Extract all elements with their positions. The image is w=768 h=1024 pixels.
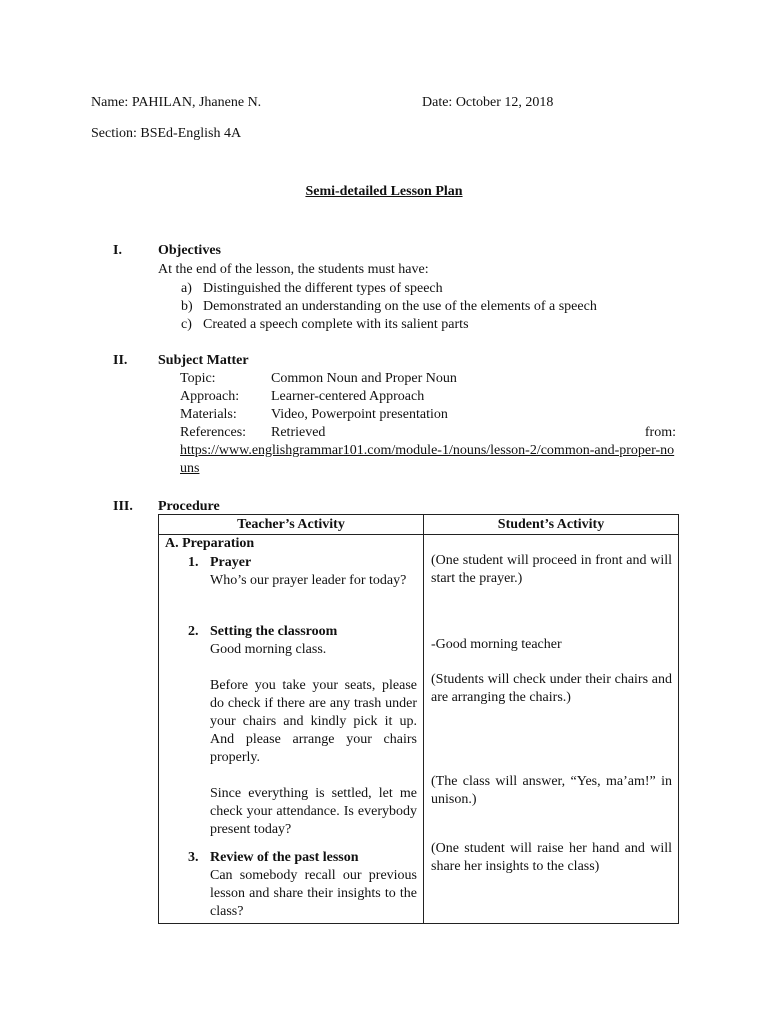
item-title: Prayer (210, 555, 252, 570)
subject-row-references (180, 424, 676, 442)
student-response: (One student will raise her hand and will share her insights to the class) (431, 841, 672, 874)
references-retrieved: Retrieved (271, 425, 326, 440)
item-number: 3. (188, 850, 199, 865)
objective-letter: b) (181, 299, 193, 314)
student-response: (Students will check under their chairs and are arranging the chairs.) (431, 672, 672, 705)
student-name: Name: PAHILAN, Jhanene N. (91, 95, 262, 110)
reference-link[interactable]: https://www.englishgrammar101.com/module-1/nouns/lesson-2/common-and-proper-nouns (180, 443, 675, 476)
lesson-date: Date: October 12, 2018 (422, 95, 554, 110)
teacher-activity-header: Teacher’s Activity (159, 515, 424, 535)
procedure-item-setting (188, 623, 417, 839)
procedure-item-review (188, 849, 417, 921)
item-title: Review of the past lesson (210, 850, 359, 865)
item-number: 2. (188, 624, 199, 639)
objective-text: Demonstrated an understanding on the use of the elements of a speech (203, 299, 597, 314)
objectives-heading: Objectives (158, 243, 221, 258)
teacher-line: Before you take your seats, please do check if there are any trash under your chairs and kindly pick it up. And please arrange your chairs properly. (210, 678, 417, 765)
section-numeral-procedure: III. (113, 499, 133, 514)
student-response: (The class will answer, “Yes, ma’am!” in unison.) (431, 774, 672, 807)
references-from: from: (644, 425, 676, 440)
teacher-line: Since everything is settled, let me check your attendance. Is everybody present today? (210, 786, 417, 837)
section-numeral-objectives: I. (113, 243, 122, 258)
subject-label: Topic: (180, 371, 216, 386)
references-label: References: (180, 425, 247, 440)
procedure-table (158, 514, 679, 924)
subject-value: Learner-centered Approach (271, 389, 425, 404)
teacher-line: Who’s our prayer leader for today? (210, 573, 407, 588)
objectives-intro: At the end of the lesson, the students must have: (158, 262, 429, 277)
subject-row-materials (180, 406, 676, 424)
teacher-line: Good morning class. (210, 642, 327, 657)
student-activity-cell (424, 535, 679, 924)
subject-value: Common Noun and Proper Noun (271, 371, 457, 386)
procedure-item-prayer (188, 554, 417, 590)
part-a-heading: A. Preparation (165, 536, 255, 551)
subject-matter-heading: Subject Matter (158, 353, 249, 368)
student-response: -Good morning teacher (431, 637, 562, 652)
student-response: (One student will proceed in front and will start the prayer.) (431, 553, 672, 586)
teacher-line: Can somebody recall our previous lesson and share their insights to the class? (210, 868, 417, 919)
objective-item (181, 298, 597, 316)
subject-row-approach (180, 388, 676, 406)
item-number: 1. (188, 555, 199, 570)
objective-text: Distinguished the different types of speech (203, 281, 443, 296)
procedure-heading: Procedure (158, 499, 220, 514)
document-title: Semi-detailed Lesson Plan (305, 184, 463, 199)
objective-item (181, 280, 443, 298)
student-activity-header: Student’s Activity (424, 515, 679, 535)
section-numeral-subject-matter: II. (113, 353, 128, 368)
subject-value: Video, Powerpoint presentation (271, 407, 448, 422)
subject-row-topic (180, 370, 676, 388)
objective-letter: a) (181, 281, 192, 296)
objective-text: Created a speech complete with its salient parts (203, 317, 469, 332)
subject-label: Approach: (180, 389, 240, 404)
teacher-activity-cell (159, 535, 424, 924)
objective-letter: c) (181, 317, 192, 332)
item-title: Setting the classroom (210, 624, 338, 639)
subject-label: Materials: (180, 407, 237, 422)
student-section: Section: BSEd-English 4A (91, 126, 242, 141)
objective-item (181, 316, 469, 334)
